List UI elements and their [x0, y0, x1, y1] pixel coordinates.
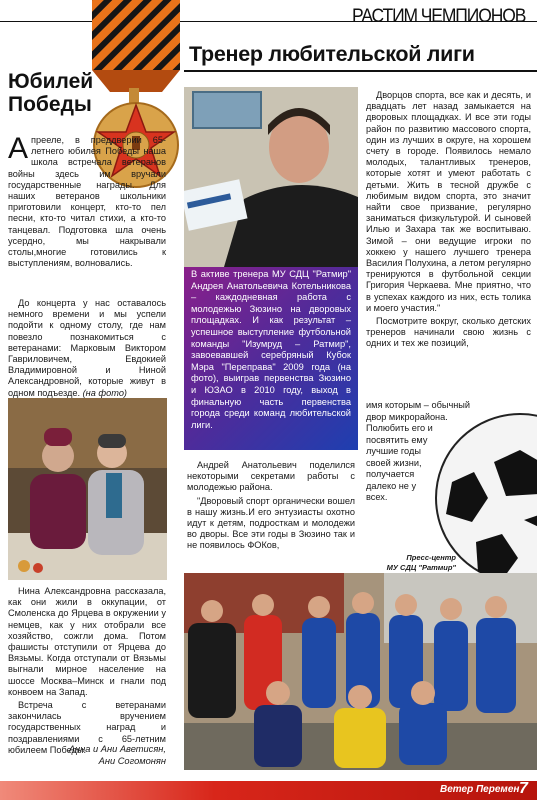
- veterans-photo: [8, 398, 167, 580]
- para-3: Нина Александровна рассказала, как они жили в оккупации, от Смоленска до Ярцева в окружении у немцев, как у них отобрали все хозяйство, сожгли дома. Потом фашисты отступили от Ярцева до Вязьмы. Когда отступали от Вязьмы выгнали мирное население на шоссе Москва–Минск и гнали под конвоем на Запад.: [8, 586, 166, 697]
- wrap-line-3: Полюбить его и: [366, 423, 433, 433]
- article-title: [8, 70, 93, 116]
- section-title: РАСТИМ ЧЕМПИОНОВ: [352, 6, 526, 27]
- title-line-1: Юбилей: [8, 70, 94, 93]
- mid-para-2: "Дворовый спорт органически вошел в нашу жизнь.И его энтузиасты охотно идут к детям, подросткам и молодежи во дворы. Все эти годы в Зюзино так и не появилось ФОКов,: [187, 495, 355, 551]
- team-photo: [184, 573, 537, 770]
- para-4: Встреча с ветеранами закончилась вручением государственных наград и поздравлениями с 65-летним юбилеем Победы.: [8, 700, 166, 755]
- left-intro-text: [8, 132, 166, 269]
- left-story-text: [8, 586, 166, 758]
- press-line-2: МУ СДЦ "Ратмир": [386, 562, 456, 572]
- headline-rule: [184, 70, 537, 72]
- wrap-line-8: далеко не у: [366, 480, 417, 491]
- press-center: [366, 553, 456, 572]
- right-para-1: Дворцов спорта, все как и десять, и двадцать лет назад замыкается на дворовых площадках. И все эти годы район по развитию массового спорта, один из лучших в округе, на хорошем счету в городе. Появилось немало молодых, талантливых тренеров, которые хотят и умеют работать с детьми. Жить в тесной дружбе с любимым видом спорта, это значит найти свое призвание, регулярно заниматься физкультурой. И сыновей Илью и Захара так же воспитываю. Зимой – они ведущие игроки по хоккею у нашего лучшего тренера Василия Полухина, а летом регулярно тренируются в футбольной секции Григория Черкаева. Мне приятно, что в успехах каждого из них, есть толика и моего участия.": [366, 90, 531, 313]
- mid-para-1: Андрей Анатольевич поделился некоторыми секретами работы с молодежью района.: [187, 460, 355, 493]
- wrap-line-4: посвятить ему: [366, 434, 428, 445]
- wrap-text: [366, 400, 471, 504]
- caption-text: В активе тренера МУ СДЦ "Ратмир" Андрея Анатольевича Котельникова – каждодневная работа с молодежью Зюзино на дворовых площадках. И как результат – успешное выступление футбольной команды "Изумруд – Ратмир", завоевавшей серебряный Кубок Мэра "Переправа" 2009 года (на фото), выиграв первенства Зюзино и ЮЗАО в 2010 году, выход в финальную часть первенства города среди команд любительской лиги.: [191, 269, 351, 430]
- wrap-line-2: двор микрорайона.: [366, 411, 448, 422]
- para-1: прееле, в преддверии 65-летнего юбилея Победы наша школа встречала ветеранов войны здесь им вручали государственные награды. Для наших ветеранов школьники приготовили концерт, кто-то пел песни, кто-то читал стихи, а кто-то танцевал. Подготовка шла очень усердно, мы накрывали столы,многие готовились к выступлениям, волновались.: [8, 135, 166, 269]
- wrap-line-9: всех.: [366, 492, 388, 502]
- coach-photo: [184, 87, 358, 267]
- author-line-1: Анна и Ани Аветисян,: [68, 744, 166, 754]
- author-line-2: Ани Согомонян: [98, 755, 166, 766]
- wrap-line-5: лучшие годы: [366, 446, 421, 456]
- right-column-text: [366, 90, 531, 352]
- page-number: 7: [519, 780, 528, 797]
- wrap-line-7: получается: [366, 469, 415, 479]
- left-para-2: [8, 298, 166, 399]
- wrap-line-6: своей жизни,: [366, 457, 422, 468]
- press-line-1: Пресс-центр: [406, 553, 456, 562]
- main-headline: Тренер любительской лиги: [189, 42, 475, 66]
- magazine-name: Ветер Перемен: [440, 784, 520, 795]
- left-authors: [8, 744, 166, 767]
- photo-note: (на фото): [82, 387, 127, 398]
- caption-box: [184, 267, 358, 450]
- para-2: До концерта у нас оставалось немного времени и мы успели подойти к одному столу, где нам повезло познакомиться с ветеранами: Марковым Виктором Гавриловичем, Евдокией Владимировной и Ниной Александровной, которые живут в одном подъезде.: [8, 298, 166, 398]
- wrap-line-1: имя которым – обычный: [366, 400, 471, 410]
- middle-column-text: [187, 460, 355, 554]
- drop-cap: А: [8, 132, 29, 165]
- right-para-2: Посмотрите вокруг, сколько детских тренеров начинали свою жизнь с одних и тех же позиций,: [366, 316, 531, 349]
- title-line-2: Победы: [8, 93, 92, 116]
